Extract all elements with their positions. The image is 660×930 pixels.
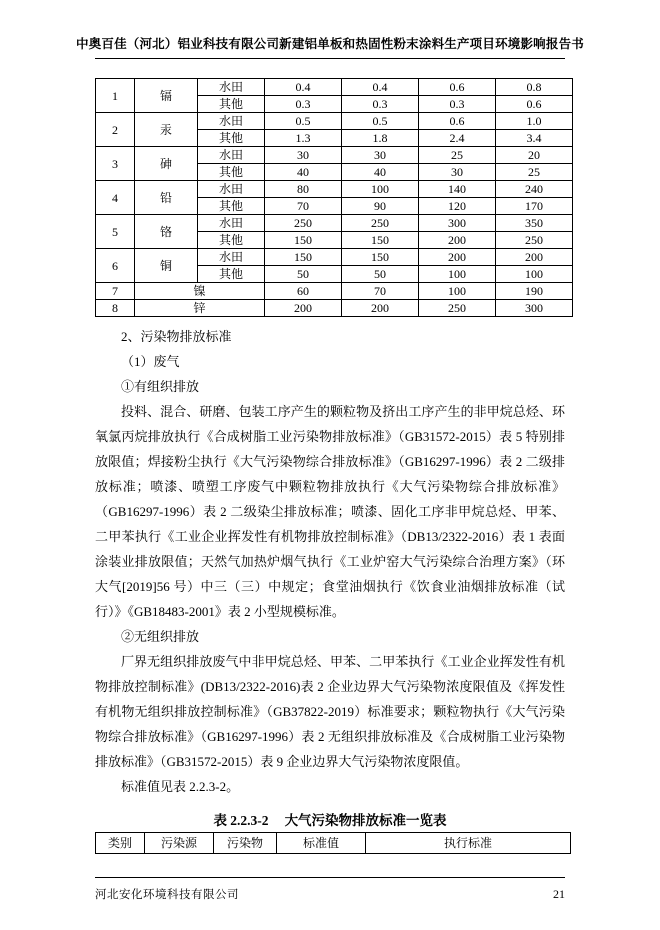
- table-row: [96, 215, 573, 232]
- cell-value: 1.3: [265, 130, 342, 147]
- cell-index: 4: [96, 181, 135, 215]
- table-row: [96, 249, 573, 266]
- cell-metal-name: 汞: [135, 113, 198, 147]
- cell-value: 240: [496, 181, 573, 198]
- cell-metal-name: 锌: [135, 300, 265, 317]
- cell-value: 50: [342, 266, 419, 283]
- cell-value: 0.3: [419, 96, 496, 113]
- cell-value: 150: [265, 232, 342, 249]
- cell-index: 8: [96, 300, 135, 317]
- cell-value: 0.3: [342, 96, 419, 113]
- cell-index: 6: [96, 249, 135, 283]
- cell-index: 2: [96, 113, 135, 147]
- cell-index: 1: [96, 79, 135, 113]
- paragraph-unorganized-emission: 厂界无组织排放废气中非甲烷总烃、甲苯、二甲苯执行《工业企业挥发性有机物排放控制标准》(DB13/2322-2016)表 2 企业边界大气污染物浓度限值及《挥发性有机物无组织排放控制标准》（GB37822-2019）标准要求；颗粒物执行《大气污染物综合排放标准》（GB16297-1996）表 2 无组织排放标准及《合成树脂工业污染物排放标准》（GB31572-2015）表 9 企业边界大气污染物浓度限值。: [95, 654, 565, 769]
- cell-value: 25: [496, 164, 573, 181]
- cell-value: 0.8: [496, 79, 573, 96]
- cell-value: 140: [419, 181, 496, 198]
- section-waste-gas: （1）废气: [121, 354, 180, 369]
- table-caption-text: 大气污染物排放标准一览表: [284, 813, 447, 828]
- cell-metal-name: 砷: [135, 147, 198, 181]
- cell-value: 150: [342, 249, 419, 266]
- cell-index: 5: [96, 215, 135, 249]
- cell-value: 120: [419, 198, 496, 215]
- paragraph-organized-emission: 投料、混合、研磨、包装工序产生的颗粒物及挤出工序产生的非甲烷总烃、环氧氯丙烷排放执行《合成树脂工业污染物排放标准》（GB31572-2015）表 5 特别排放限值；焊接粉尘执行《大气污染物综合排放标准》（GB16297-1996）表 2 二级排放标准；喷漆、喷塑工序废气中颗粒物排放执行《大气污染物综合排放标准》（GB16297-1996）表 2 二级染尘排放标准；喷漆、固化工序非甲烷总烃、甲苯、二甲苯执行《工业企业挥发性有机物排放控制标准》（DB13/2322-2016）表 1 表面涂装业排放限值；天然气加热炉烟气执行《工业炉窑大气污染综合治理方案》（环大气[2019]56 号）中三（三）中规定；食堂油烟执行《饮食业油烟排放标准（试行）》《GB18483-2001》表 2 小型规模标准。: [95, 404, 565, 619]
- table-caption: [95, 809, 565, 829]
- cell-value: 40: [342, 164, 419, 181]
- cell-value: 100: [496, 266, 573, 283]
- cell-value: 30: [265, 147, 342, 164]
- cell-value: 70: [265, 198, 342, 215]
- section-organized-emission: ①有组织排放: [121, 379, 200, 394]
- cell-metal-name: 镍: [135, 283, 265, 300]
- cell-metal-name: 铬: [135, 215, 198, 249]
- cell-metal-name: 镉: [135, 79, 198, 113]
- cell-metal-name: 铜: [135, 249, 198, 283]
- cell-land-type: 水田: [198, 147, 265, 164]
- footer-page-number: 21: [553, 887, 565, 901]
- cell-value: 300: [419, 215, 496, 232]
- cell-metal-name: 铅: [135, 181, 198, 215]
- cell-land-type: 其他: [198, 96, 265, 113]
- air-pollutant-standard-table: [95, 832, 571, 854]
- cell-value: 190: [496, 283, 573, 300]
- table-row: [96, 79, 573, 96]
- cell-value: 30: [419, 164, 496, 181]
- page-header: 中奥百佳（河北）铝业科技有限公司新建铝单板和热固性粉末涂料生产项目环境影响报告书: [75, 37, 584, 51]
- cell-value: 0.6: [419, 79, 496, 96]
- header-divider: [95, 58, 565, 59]
- cell-land-type: 其他: [198, 164, 265, 181]
- cell-value: 150: [342, 232, 419, 249]
- cell-value: 0.5: [265, 113, 342, 130]
- cell-value: 250: [342, 215, 419, 232]
- cell-value: 0.3: [265, 96, 342, 113]
- column-header-standard-value: 标准值: [277, 833, 366, 854]
- cell-value: 300: [496, 300, 573, 317]
- cell-value: 1.0: [496, 113, 573, 130]
- cell-value: 0.4: [265, 79, 342, 96]
- table-header-row: [96, 833, 571, 854]
- table-row: [96, 283, 573, 300]
- cell-value: 150: [265, 249, 342, 266]
- cell-value: 100: [419, 283, 496, 300]
- cell-index: 7: [96, 283, 135, 300]
- cell-value: 200: [265, 300, 342, 317]
- table-caption-number: 表 2.2.3-2: [213, 813, 269, 828]
- table-row: [96, 300, 573, 317]
- cell-value: 60: [265, 283, 342, 300]
- column-header-category: 类别: [96, 833, 145, 854]
- column-header-applied-standard: 执行标准: [366, 833, 571, 854]
- soil-heavy-metal-table: [95, 78, 573, 317]
- cell-value: 1.8: [342, 130, 419, 147]
- cell-land-type: 水田: [198, 113, 265, 130]
- cell-value: 200: [419, 249, 496, 266]
- cell-land-type: 其他: [198, 198, 265, 215]
- cell-land-type: 水田: [198, 215, 265, 232]
- cell-value: 25: [419, 147, 496, 164]
- cell-value: 350: [496, 215, 573, 232]
- column-header-pollutant: 污染物: [214, 833, 277, 854]
- column-header-source: 污染源: [145, 833, 214, 854]
- table-row: [96, 181, 573, 198]
- cell-value: 250: [496, 232, 573, 249]
- footer-divider: [95, 877, 565, 878]
- section-unorganized-emission: ②无组织排放: [121, 629, 200, 644]
- section-pollutant-discharge-standard: 2、污染物排放标准: [121, 329, 232, 344]
- page-footer: [95, 886, 565, 902]
- page-content: [95, 78, 565, 854]
- table-row: [96, 113, 573, 130]
- cell-value: 100: [342, 181, 419, 198]
- cell-land-type: 其他: [198, 232, 265, 249]
- cell-value: 30: [342, 147, 419, 164]
- cell-land-type: 其他: [198, 266, 265, 283]
- cell-value: 90: [342, 198, 419, 215]
- cell-value: 80: [265, 181, 342, 198]
- paragraph-see-table: 标准值见表 2.2.3-2。: [121, 779, 240, 794]
- cell-land-type: 水田: [198, 249, 265, 266]
- footer-organization: 河北安化环境科技有限公司: [95, 889, 239, 901]
- cell-value: 0.4: [342, 79, 419, 96]
- cell-value: 2.4: [419, 130, 496, 147]
- cell-value: 250: [265, 215, 342, 232]
- cell-value: 50: [265, 266, 342, 283]
- cell-value: 3.4: [496, 130, 573, 147]
- cell-value: 170: [496, 198, 573, 215]
- cell-value: 70: [342, 283, 419, 300]
- cell-value: 0.6: [496, 96, 573, 113]
- cell-value: 20: [496, 147, 573, 164]
- cell-value: 0.6: [419, 113, 496, 130]
- cell-value: 0.5: [342, 113, 419, 130]
- cell-value: 100: [419, 266, 496, 283]
- cell-index: 3: [96, 147, 135, 181]
- cell-value: 200: [496, 249, 573, 266]
- cell-land-type: 水田: [198, 79, 265, 96]
- table-row: [96, 147, 573, 164]
- cell-land-type: 水田: [198, 181, 265, 198]
- cell-value: 200: [419, 232, 496, 249]
- cell-value: 200: [342, 300, 419, 317]
- cell-value: 250: [419, 300, 496, 317]
- cell-land-type: 其他: [198, 130, 265, 147]
- cell-value: 40: [265, 164, 342, 181]
